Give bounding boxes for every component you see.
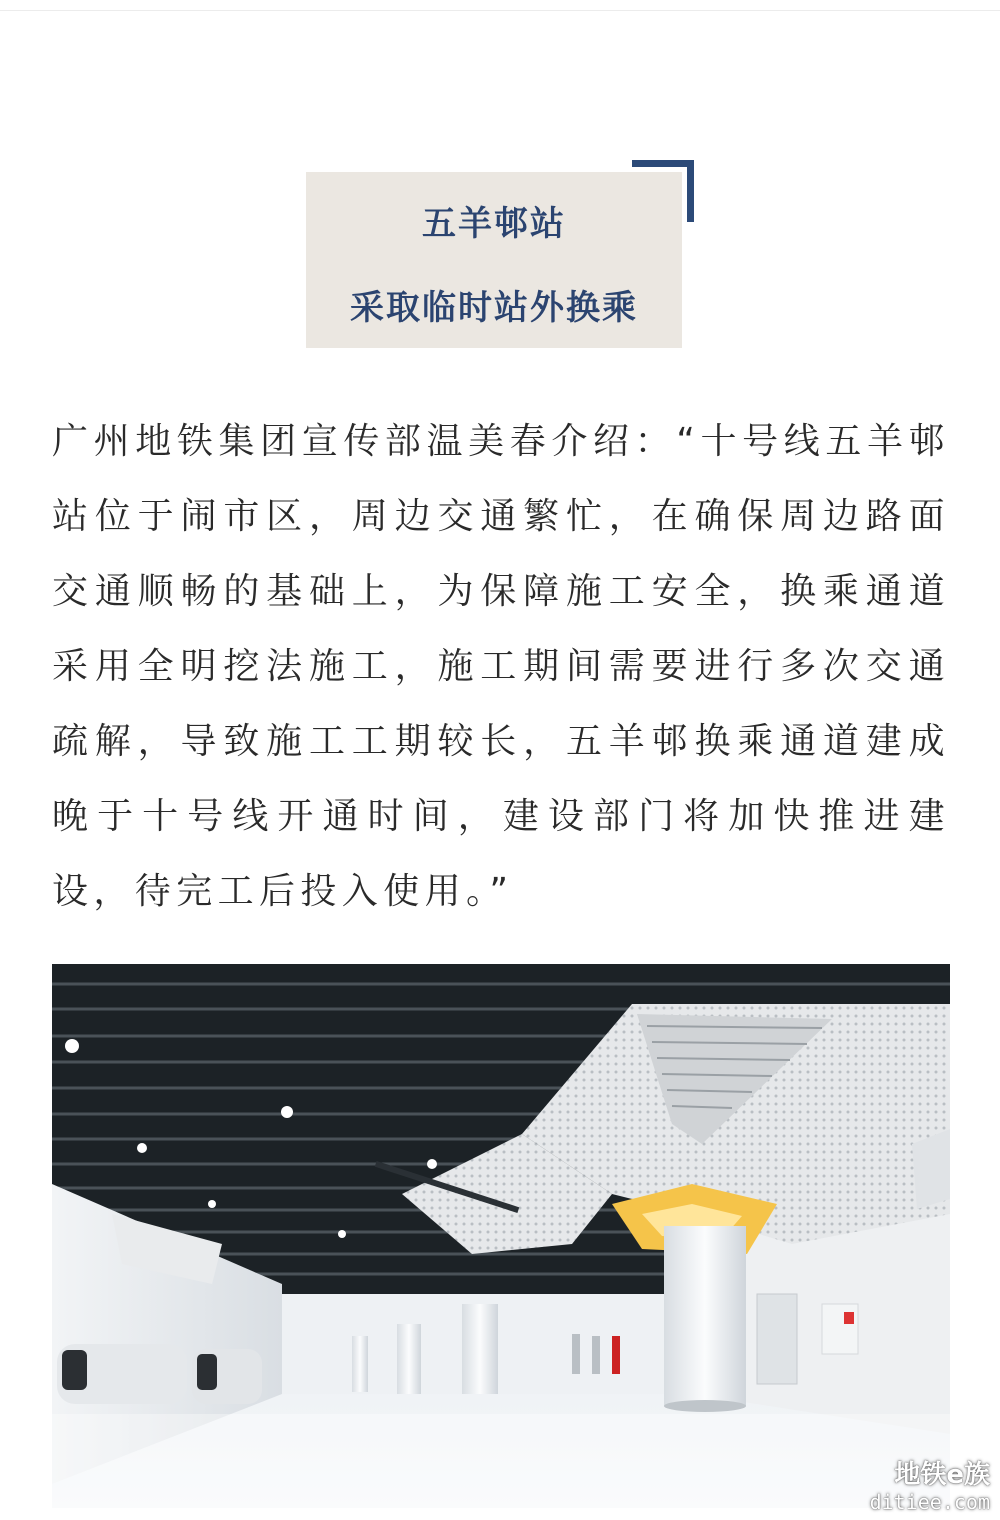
section-title-box (306, 172, 682, 348)
watermark (870, 1460, 990, 1514)
section-title-line2: 采取临时站外换乘 (350, 288, 638, 328)
top-divider (0, 10, 1000, 11)
watermark-url: ditiee.com (869, 1490, 990, 1514)
watermark-logo-text: 地铁e族 (894, 1460, 990, 1490)
article-paragraph: 广州地铁集团宣传部温美春介绍：“十号线五羊邨站位于闹市区，周边交通繁忙，在确保周边路面交通顺畅的基础上，为保障施工安全，换乘通道采用全明挖法施工，施工期间需要进行多次交通疏解，导致施工工期较长，五羊邨换乘通道建成晚于十号线开通时间，建设部门将加快推进建设，待完工后投入使用。” (52, 421, 950, 912)
station-concourse-photo (52, 964, 950, 1508)
section-title-line1: 五羊邨站 (422, 204, 566, 244)
